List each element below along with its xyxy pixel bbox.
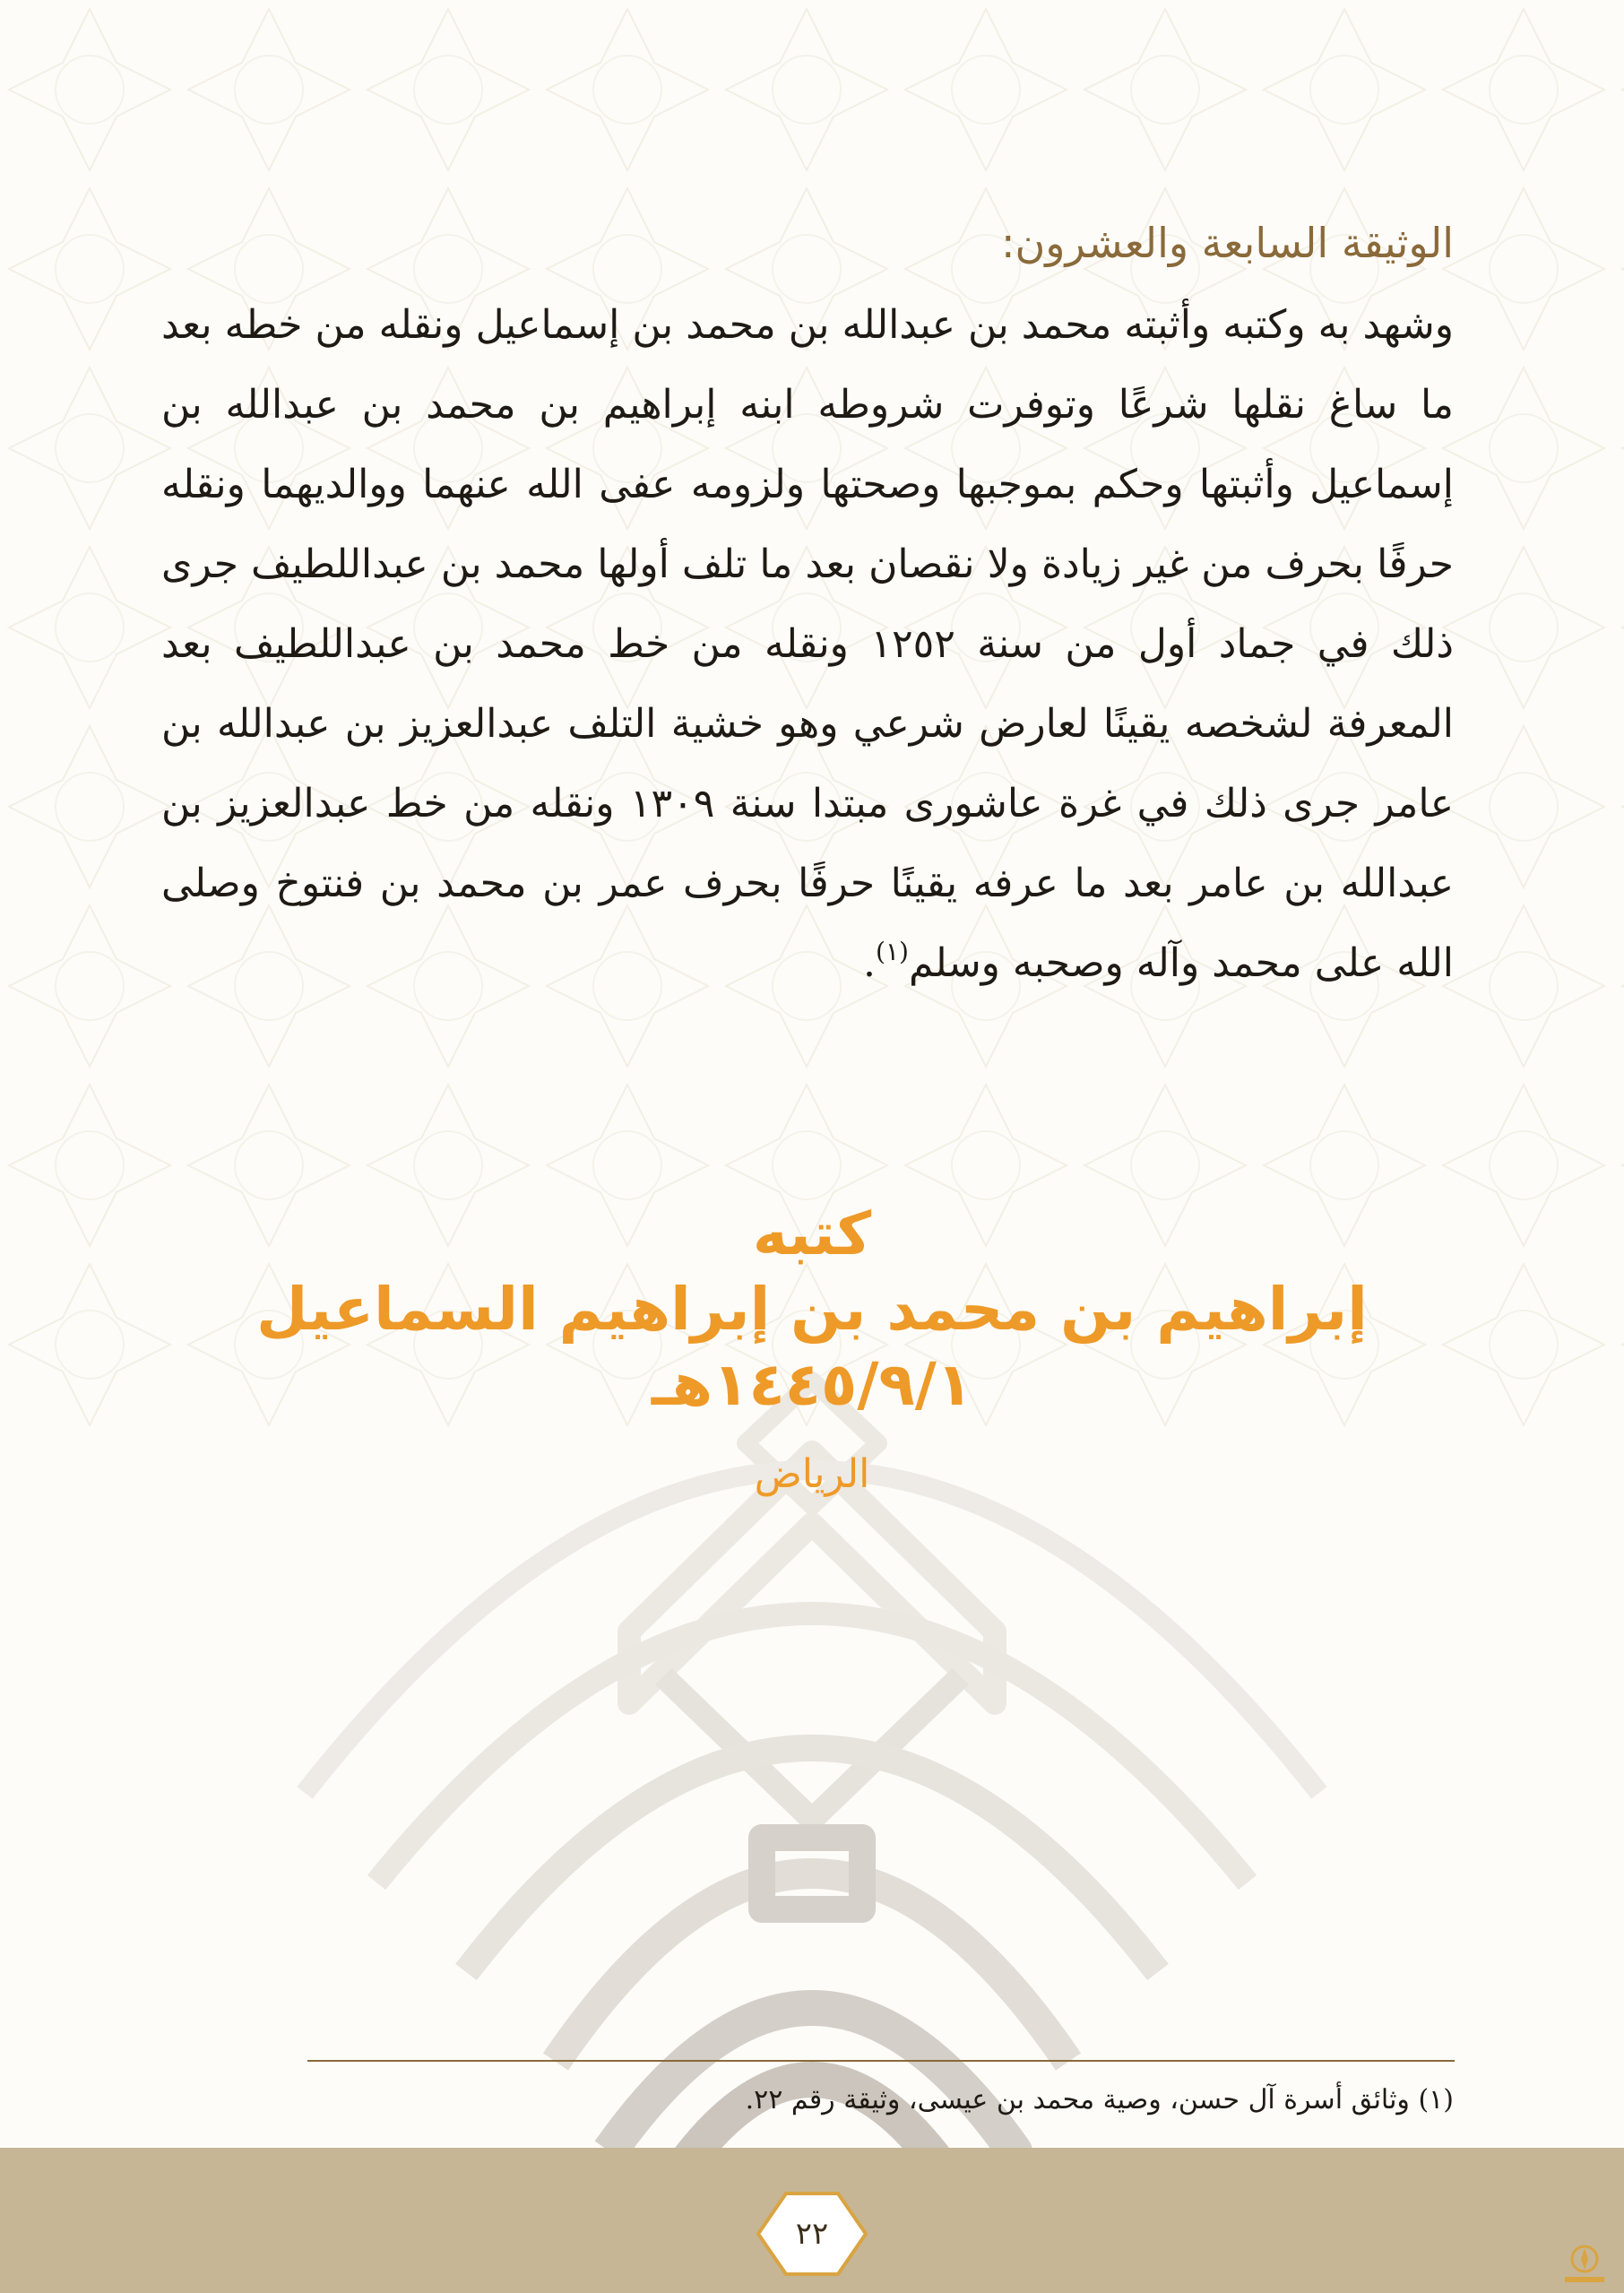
signature-city: الرياض	[754, 1451, 870, 1497]
footnote-separator	[307, 2060, 1455, 2062]
document-heading: الوثيقة السابعة والعشرون:	[1000, 219, 1454, 267]
publisher-logo-icon	[1558, 2241, 1611, 2288]
document-body-end: .	[863, 940, 877, 986]
document-body-text: وشهد به وكتبه وأثبته محمد بن عبدالله بن محمد بن إسماعيل ونقله من خطه بعد ما ساغ نقلها شرعًا وتوفرت شروطه ابنه إبراهيم بن محمد بن عبدالله بن إسماعيل وأثبتها وحكم بموجبها وصحتها ولزومه عفى الله عنهما ووالديهما ونقله حرفًا بحرف من غير زيادة ولا نقصان بعد ما تلف أولها محمد بن عبداللطيف جرى ذلك في جماد أول من سنة ١٢٥٢ ونقله من خط محمد بن عبداللطيف بعد المعرفة لشخصه يقينًا لعارض شرعي وهو خشية التلف عبدالعزيز بن عبدالله بن عامر جرى ذلك في غرة عاشورى مبتدا سنة ١٣٠٩ ونقله من خط عبدالعزيز بن عبدالله بن عامر بعد ما عرفه يقينًا حرفًا بحرف عمر بن محمد بن فنتوخ وصلى الله على محمد وآله وصحبه وسلم	[161, 302, 1454, 986]
signature-block	[0, 1197, 1624, 1501]
page-number: ٢٢	[795, 2216, 829, 2252]
signature-wrote: كتبه	[752, 1199, 872, 1268]
signature-name: إبراهيم بن محمد بن إبراهيم السماعيل	[256, 1275, 1368, 1344]
footnote-reference[interactable]: (١)	[876, 937, 909, 966]
signature-date: ١٤٤٥/٩/١هـ	[651, 1350, 973, 1419]
document-body	[161, 285, 1454, 1003]
footnote: (١) وثائق أسرة آل حسن، وصية محمد بن عيسى، وثيقة رقم ٢٢.	[745, 2084, 1454, 2116]
